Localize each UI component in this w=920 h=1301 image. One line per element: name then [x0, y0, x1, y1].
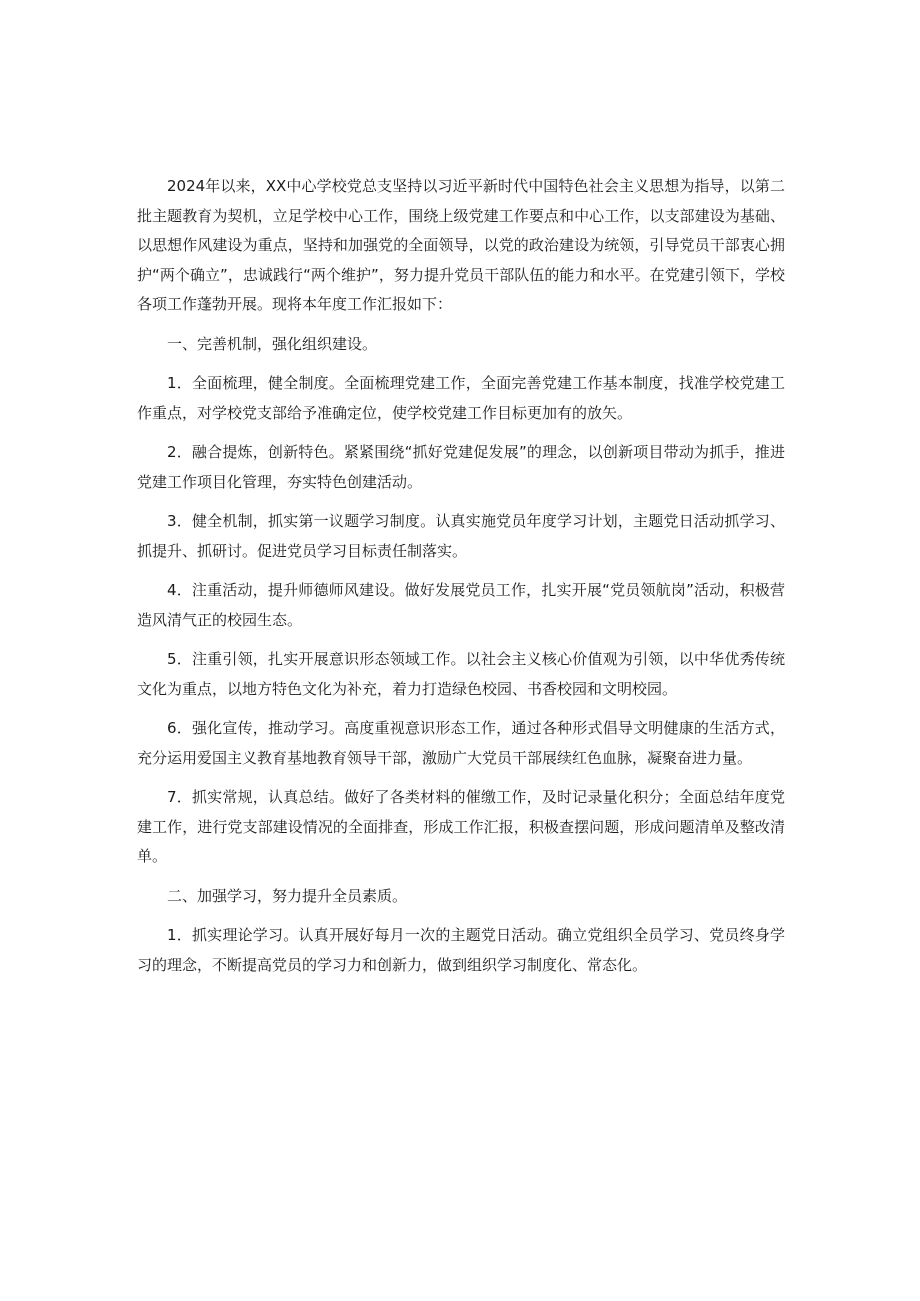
document-body: [137, 172, 785, 990]
section-heading-1: 一、完善机制，强化组织建设。: [167, 334, 378, 353]
section-1-item-7: 7．抓实常规，认真总结。做好了各类材料的催缴工作，及时记录量化积分；全面总结年度党建工作，进行党支部建设情况的全面排查，形成工作汇报，积极查摆问题，形成问题清单及整改清单。: [137, 788, 785, 865]
section-1-item-2: 2．融合提炼，创新特色。紧紧围绕“抓好党建促发展”的理念，以创新项目带动为抓手，推进党建工作项目化管理，夯实特色创建活动。: [137, 443, 785, 491]
section-1-item-3: 3．健全机制，抓实第一议题学习制度。认真实施党员年度学习计划，主题党日活动抓学习、抓提升、抓研讨。促进党员学习目标责任制落实。: [137, 512, 785, 560]
intro-paragraph: 2024年以来，XX中心学校党总支坚持以习近平新时代中国特色社会主义思想为指导，以第二批主题教育为契机，立足学校中心工作，围绕上级党建工作要点和中心工作，以支部建设为基础、以思想作风建设为重点，坚持和加强党的全面领导，以党的政治建设为统领，引导党员干部衷心拥护“两个确立”，忠诚践行“两个维护”，努力提升党员干部队伍的能力和水平。在党建引领下，学校各项工作蓬勃开展。现将本年度工作汇报如下：: [137, 177, 785, 313]
section-1-item-4: 4．注重活动，提升师德师风建设。做好发展党员工作，扎实开展“党员领航岗”活动，积极营造风清气正的校园生态。: [137, 581, 785, 629]
section-heading-2: 二、加强学习，努力提升全员素质。: [167, 886, 408, 905]
section-2-item-1: 1．抓实理论学习。认真开展好每月一次的主题党日活动。确立党组织全员学习、党员终身学习的理念，不断提高党员的学习力和创新力，做到组织学习制度化、常态化。: [137, 926, 785, 974]
section-1-item-1: 1．全面梳理，健全制度。全面梳理党建工作，全面完善党建工作基本制度，找准学校党建工作重点，对学校党支部给予准确定位，使学校党建工作目标更加有的放矢。: [137, 374, 785, 422]
section-1-item-6: 6．强化宣传，推动学习。高度重视意识形态工作，通过各种形式倡导文明健康的生活方式，充分运用爱国主义教育基地教育领导干部，激励广大党员干部展续红色血脉，凝聚奋进力量。: [137, 719, 785, 767]
section-1-item-5: 5．注重引领，扎实开展意识形态领域工作。以社会主义核心价值观为引领，以中华优秀传统文化为重点，以地方特色文化为补充，着力打造绿色校园、书香校园和文明校园。: [137, 650, 785, 698]
